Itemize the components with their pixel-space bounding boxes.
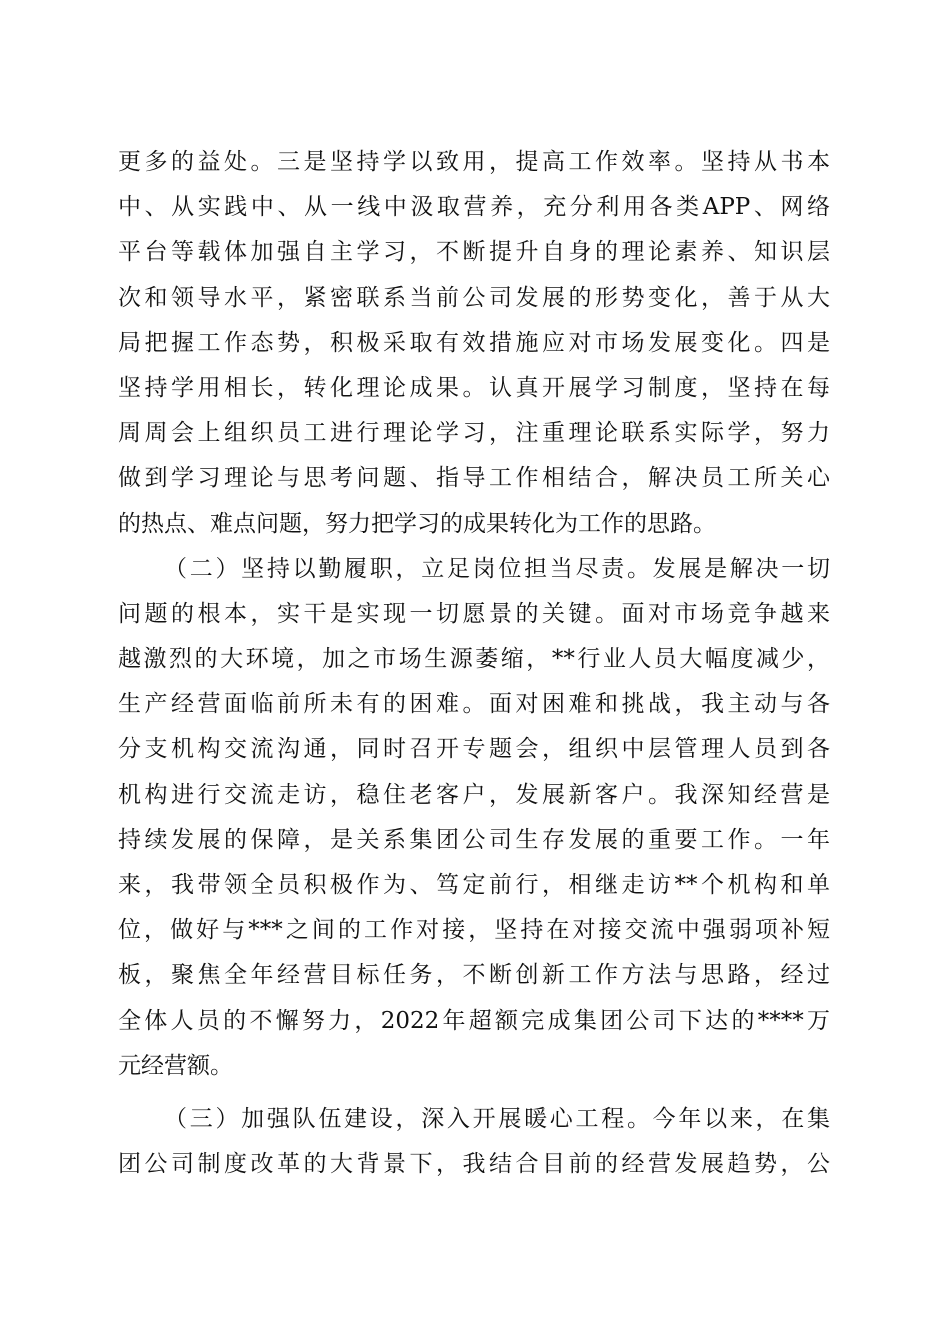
section-heading-line: （三）加强队伍建设，深入开展暖心工程。今年以来，在集	[164, 1105, 830, 1132]
text-line: 局把握工作态势，积极采取有效措施应对市场发展变化。四是	[118, 329, 830, 356]
paragraph-spacer	[118, 1089, 830, 1097]
text-line: 平台等载体加强自主学习，不断提升自身的理论素养、知识层	[118, 239, 830, 266]
text-line: 板，聚焦全年经营目标任务，不断创新工作方法与思路，经过	[118, 962, 830, 989]
text-line: 来，我带领全员积极作为、笃定前行，相继走访**个机构和单	[118, 872, 830, 898]
document-body	[118, 140, 830, 1187]
section-heading-line: （二）坚持以勤履职，立足岗位担当尽责。发展是解决一切	[164, 555, 830, 582]
text-line: 的热点、难点问题，努力把学习的成果转化为工作的思路。	[118, 510, 716, 537]
text-line: 越激烈的大环境，加之市场生源萎缩，**行业人员大幅度减少，	[118, 646, 830, 673]
paragraph-study	[118, 140, 830, 547]
text-line: 生产经营面临前所未有的困难。面对困难和挑战，我主动与各	[118, 691, 830, 718]
text-line: 分支机构交流沟通，同时召开专题会，组织中层管理人员到各	[118, 736, 830, 763]
paragraph-team	[118, 1097, 830, 1187]
text-line: 坚持学用相长，转化理论成果。认真开展学习制度，坚持在每	[118, 374, 830, 401]
text-line: 做到学习理论与思考问题、指导工作相结合，解决员工所关心	[118, 465, 830, 492]
text-line: 位，做好与***之间的工作对接，坚持在对接交流中强弱项补短	[118, 917, 830, 944]
text-line: 元经营额。	[118, 1052, 233, 1079]
text-line: 全体人员的不懈努力，2022年超额完成集团公司下达的****万	[118, 1007, 830, 1034]
text-line: 团公司制度改革的大背景下，我结合目前的经营发展趋势，公	[118, 1151, 830, 1178]
paragraph-duty	[118, 547, 830, 1089]
text-line: 问题的根本，实干是实现一切愿景的关键。面对市场竞争越来	[118, 600, 830, 627]
text-line: 更多的益处。三是坚持学以致用，提高工作效率。坚持从书本	[118, 149, 830, 175]
text-line: 次和领导水平，紧密联系当前公司发展的形势变化，善于从大	[118, 284, 830, 311]
text-line: 周周会上组织员工进行理论学习，注重理论联系实际学，努力	[118, 420, 830, 447]
text-line: 机构进行交流走访，稳住老客户，发展新客户。我深知经营是	[118, 781, 830, 808]
text-line: 中、从实践中、从一线中汲取营养，充分利用各类APP、网络	[118, 194, 830, 221]
text-line: 持续发展的保障，是关系集团公司生存发展的重要工作。一年	[118, 826, 830, 853]
